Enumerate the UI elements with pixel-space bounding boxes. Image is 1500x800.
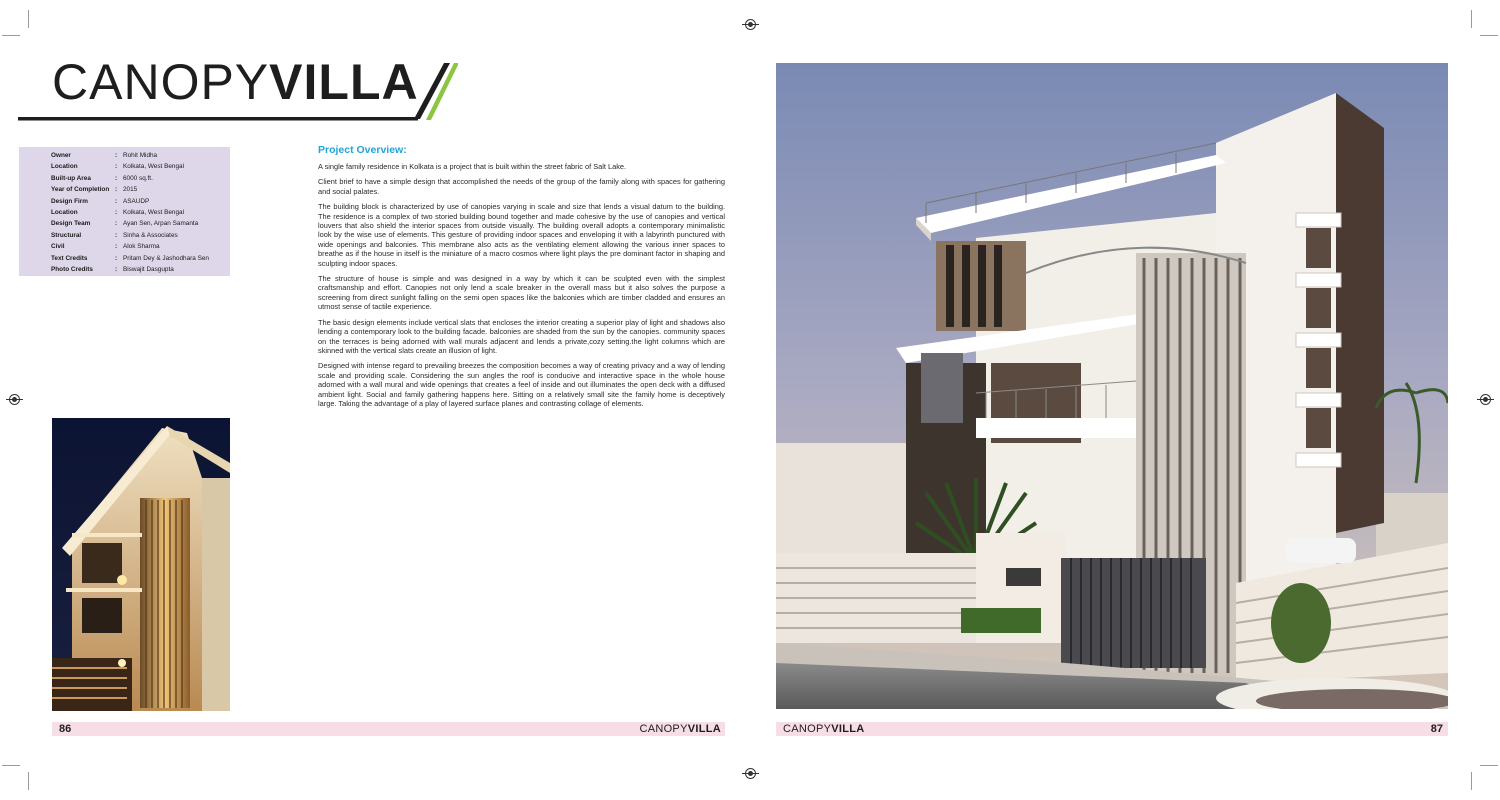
- spec-label: Structural: [51, 231, 82, 239]
- spec-row: [19, 230, 230, 241]
- spec-row: [19, 241, 230, 252]
- spec-label: Owner: [51, 152, 71, 159]
- spec-colon: :: [115, 231, 118, 239]
- spec-value: Rohit Midha: [123, 152, 158, 159]
- footer-bar-left: [52, 722, 725, 736]
- spec-colon: :: [115, 266, 118, 273]
- overview-heading: Project Overview:: [318, 144, 407, 156]
- spec-value: Ayan Sen, Arpan Samanta: [123, 220, 199, 228]
- title-part-regular: CANOPY: [52, 54, 270, 110]
- page-number-right: 87: [1430, 723, 1443, 735]
- spec-row: [19, 207, 230, 218]
- spec-label: Design Team: [51, 220, 91, 228]
- spec-colon: :: [115, 243, 118, 251]
- spec-label: Location: [51, 209, 78, 216]
- spec-colon: :: [115, 174, 118, 182]
- spec-value: Alok Sharma: [123, 243, 160, 251]
- spec-value: Biswajit Dasgupta: [123, 266, 174, 273]
- running-title-left-regular: CANOPY: [639, 723, 688, 735]
- running-title-right: [783, 722, 865, 736]
- crop-mark: [28, 772, 29, 790]
- spec-row: [19, 218, 230, 229]
- crop-mark: [1471, 772, 1472, 790]
- spec-row: [19, 196, 230, 207]
- overview-paragraph: Client brief to have a simple design that accomplished the needs of the group of the family along with spaces for gathering and social palates.: [318, 177, 725, 196]
- running-title-right-bold: VILLA: [831, 723, 865, 735]
- spec-label: Year of Completion: [51, 186, 110, 194]
- spec-colon: :: [115, 197, 118, 205]
- spec-label: Built-up Area: [51, 174, 91, 182]
- spec-row: [19, 150, 230, 161]
- overview-paragraph: The structure of house is simple and was designed in a way by which it can be sculpted even with the simplest craftsmanship and effort. Canopies not only lend a scale breaker in the overall mass but it also solves the purpose a screening from direct sunlight falling on the semi open spaces like the balconies which are timber cladded and ensures an utmost sense of tactile experience.: [318, 274, 725, 312]
- crop-mark: [28, 10, 29, 28]
- project-specs-table: [19, 147, 230, 276]
- spec-row: [19, 161, 230, 172]
- overview-paragraph: The basic design elements include vertical slats that encloses the interior creating a superior play of light and shadows also lending a contemporary look to the building facade. balconies are shaded from the sun by the canopies. community spaces on the terraces is being adorned with wall murals adjacent and lends a private,cozy setting.the light columns which are skinned with the vertical slats create an illusion of light.: [318, 317, 725, 355]
- spec-row: [19, 253, 230, 264]
- spec-row: [19, 173, 230, 184]
- running-title-left: [639, 722, 721, 736]
- spec-row: [19, 184, 230, 195]
- spec-value: ASAUDP: [123, 197, 150, 205]
- spec-label: Design Firm: [51, 197, 88, 205]
- crop-mark: [1471, 10, 1472, 28]
- footer-bar-right: [776, 722, 1448, 736]
- crop-mark: [1480, 35, 1498, 36]
- running-title-left-bold: VILLA: [687, 723, 721, 735]
- running-title-right-regular: CANOPY: [783, 723, 832, 735]
- spec-label: Location: [51, 163, 78, 171]
- spec-value: Kolkata, West Bengal: [123, 163, 184, 171]
- registration-mark-icon: [745, 768, 756, 779]
- spec-colon: :: [115, 163, 118, 171]
- spec-label: Civil: [51, 243, 65, 251]
- spec-row: [19, 264, 230, 275]
- title-underline-accent: [18, 60, 458, 122]
- registration-mark-icon: [9, 394, 20, 405]
- overview-paragraphs: [318, 162, 725, 408]
- spec-colon: :: [115, 209, 118, 216]
- spec-label: Photo Credits: [51, 266, 93, 273]
- spec-label: Text Credits: [51, 254, 88, 262]
- spec-colon: :: [115, 186, 118, 194]
- registration-mark-icon: [745, 19, 756, 30]
- spec-value: Pritam Dey & Jashodhara Sen: [123, 254, 209, 262]
- spec-colon: :: [115, 220, 118, 228]
- project-overview: [318, 144, 725, 414]
- overview-paragraph: A single family residence in Kolkata is a project that is built within the street fabric of Salt Lake.: [318, 162, 627, 171]
- spec-value: Sinha & Associates: [123, 231, 178, 239]
- spec-colon: :: [115, 254, 118, 262]
- spec-value: 2015: [123, 186, 138, 194]
- overview-paragraph: Designed with intense regard to prevailing breezes the composition becomes a way of creating privacy and a way of lending scale and providing scale. Considering the sun angles the roof is conducive and interactive space in the whole house adorned with a wall mural and wide openings that creates a feel of inside and out illuminates the open deck with a diffused ambient light. Social and family gathering happens here. Sitting on a relatively small site the family home is deceptively large. Taking the advantage of a play of layered surface planes and contrasting collage of elements.: [318, 361, 725, 408]
- page-number-left: 86: [59, 723, 72, 735]
- crop-mark: [2, 35, 20, 36]
- spec-value: 6000 sq.ft.: [123, 174, 153, 182]
- registration-mark-icon: [1480, 394, 1491, 405]
- spec-value: Kolkata, West Bengal: [123, 209, 184, 216]
- main-photo-villa-render: [776, 63, 1448, 709]
- overview-paragraph: The building block is characterized by use of canopies varying in scale and size that lends a visual datum to the building. The residence is a complex of two storied building bound together and made cohesive by the use of canopies and vertical louvers that also shield the interior spaces from outside visually. The building overall adopts a contemporary minimalistic look by the wise use of elements. This gesture of providing indoor spaces and enveloping it with a labyrinth punctured with wide openings and balconies. This membrane also acts as the ventilating element allowing the various inner spaces to breathe as if the house in itself is the miniature of a macro cosmos where light plays the pre dominant factor in shaping and sculpting indoor spaces.: [318, 202, 725, 268]
- crop-mark: [1480, 765, 1498, 766]
- night-photo-villa: [52, 418, 230, 711]
- crop-mark: [2, 765, 20, 766]
- title-part-bold: VILLA: [269, 54, 419, 110]
- spec-colon: :: [115, 152, 118, 159]
